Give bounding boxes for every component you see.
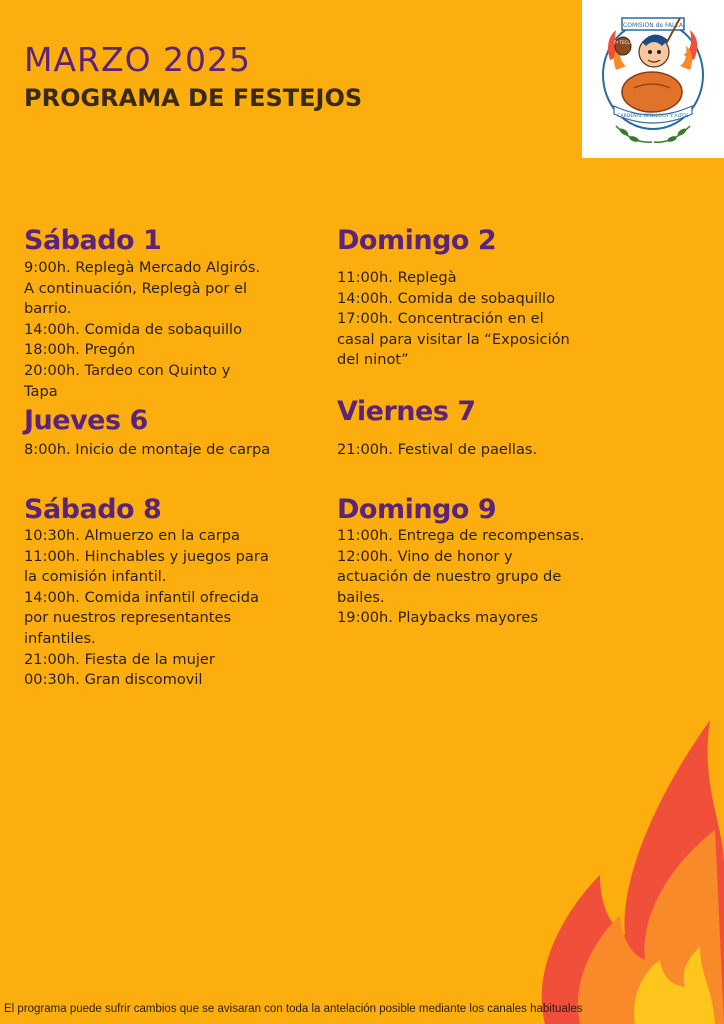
page-title: MARZO 2025 [24,40,252,79]
day-title: Sábado 8 [24,494,162,525]
event-line: 9:00h. Replegà Mercado Algirós. [24,259,261,276]
day-title: Viernes 7 [337,396,476,427]
event-line: 00:30h. Gran discomovil [24,671,203,689]
logo-badge-text: Cª TECLA [613,40,633,45]
day-sabado-8 [24,493,314,691]
event-line: Tapa [24,382,58,400]
event-line: 11:00h. Replegà [337,269,457,286]
event-line: 20:00h. Tardeo con Quinto y [24,361,231,379]
event-line: bailes. [337,588,385,606]
event-line: 8:00h. Inicio de montaje de carpa [24,441,271,458]
falla-logo [582,0,724,158]
day-jueves-6 [24,404,314,461]
event-line: 11:00h. Hinchables y juegos para [24,547,269,565]
day-sabado-1 [24,224,314,402]
page-subtitle: PROGRAMA DE FESTEJOS [24,84,363,112]
event-line: barrio. [24,300,72,318]
falla-logo-emblem [582,0,724,158]
day-viernes-7 [337,395,627,461]
event-line: casal para visitar la “Exposición [337,330,570,348]
event-line: 14:00h. Comida de sobaquillo [24,320,243,338]
event-line: por nuestros representantes [24,609,232,627]
day-domingo-9 [337,493,627,629]
event-line: la comisión infantil. [24,568,167,586]
day-domingo-2 [337,224,627,371]
event-line: 14:00h. Comida de sobaquillo [337,289,556,307]
event-line: actuación de nuestro grupo de [337,568,562,586]
logo-bottom-text: CARDENAL BENLLOCH Y ALTOS [617,114,689,119]
event-line: 21:00h. Festival de paellas. [337,441,538,458]
event-line: 11:00h. Entrega de recompensas. [337,527,585,544]
logo-top-text: COMISION de FALLA [623,22,683,29]
event-line: 14:00h. Comida infantil ofrecida [24,588,259,606]
event-line: infantiles. [24,629,96,647]
day-title: Domingo 2 [337,225,497,256]
day-title: Domingo 9 [337,494,497,525]
footer-note: El programa puede sufrir cambios que se avisaran con toda la antelación posible mediante los canales habituales [4,1003,583,1015]
event-line: 19:00h. Playbacks mayores [337,609,538,627]
event-line: 10:30h. Almuerzo en la carpa [24,527,240,544]
event-line: A continuación, Replegà por el [24,279,248,297]
event-line: 12:00h. Vino de honor y [337,547,513,565]
event-line: 18:00h. Pregón [24,341,136,359]
event-line: 21:00h. Fiesta de la mujer [24,650,215,668]
day-title: Sábado 1 [24,225,162,256]
event-line: 17:00h. Concentración en el [337,310,544,328]
event-line: del ninot” [337,351,409,369]
flame-illustration [540,715,724,1024]
day-title: Jueves 6 [24,405,148,436]
